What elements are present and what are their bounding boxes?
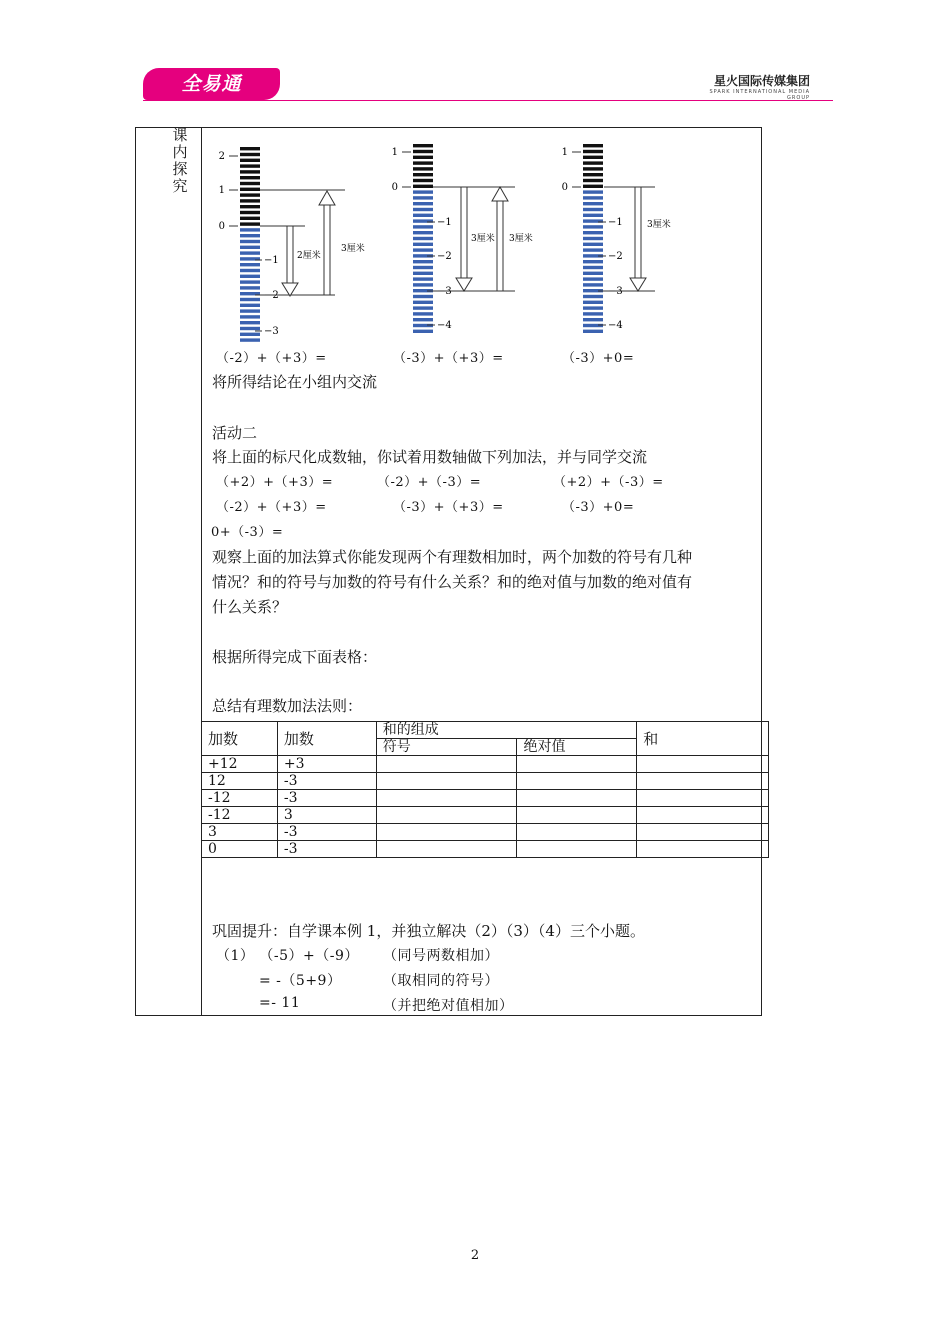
ruler-segment [240, 246, 260, 249]
activity2-instruction: 将上面的标尺化成数轴，你试着用数轴做下列加法，并与同学交流 [212, 448, 648, 466]
ruler-1 [219, 147, 365, 342]
ruler-segment [583, 266, 603, 269]
ruler-segment [413, 301, 433, 304]
section-label-char: 究 [172, 177, 188, 195]
ruler-segment [413, 277, 433, 280]
cell-sum-blank[interactable] [637, 756, 769, 773]
ruler-segment [240, 309, 260, 312]
cell-sum-blank[interactable] [637, 790, 769, 807]
cell-addend-2: +3 [277, 756, 376, 773]
ruler-segment [583, 196, 603, 199]
header-absolute-value: 绝对值 [517, 739, 637, 756]
addition-rule-table [201, 721, 769, 858]
ruler-segment [240, 333, 260, 336]
ruler-segment [583, 144, 603, 147]
ruler-segment [413, 231, 433, 234]
cell-addend-1: +12 [202, 756, 278, 773]
ruler-1-tick-label: −1 [264, 255, 279, 266]
ruler-segment [413, 214, 433, 217]
cell-sign-blank[interactable] [376, 841, 517, 858]
cell-addend-2: -3 [277, 824, 376, 841]
ruler-segment [413, 144, 433, 147]
ruler-segment [413, 272, 433, 275]
table-row [202, 773, 769, 790]
ruler-3-segments [583, 144, 603, 333]
table-header-row [202, 722, 769, 739]
ruler-segment [413, 243, 433, 246]
frame-column-divider [201, 127, 202, 1016]
ruler-equation-1: （-2）+（+3）= [216, 351, 327, 366]
ruler-2-tick-label: −4 [437, 320, 452, 331]
activity2-equation: （+2）+（+3）= [216, 475, 334, 490]
ruler-segment [240, 269, 260, 272]
section-label-char: 内 [172, 143, 188, 161]
ruler-segment [583, 161, 603, 164]
ruler-segment [240, 176, 260, 179]
activity2-equation: 0+（-3）= [211, 525, 284, 540]
ruler-segment [413, 196, 433, 199]
activity2-question-line: 什么关系？ [212, 598, 288, 616]
activity2-equation: （-2）+（-3）= [377, 475, 482, 490]
activity2-question-line: 观察上面的加法算式你能发现两个有理数相加时，两个加数的符号有几种 [212, 548, 693, 566]
ruler-segment [240, 193, 260, 196]
arrow-down-icon [456, 187, 472, 291]
cell-sign-blank[interactable] [376, 824, 517, 841]
ruler-segment [583, 208, 603, 211]
activity2-equation: （-3）+0= [562, 500, 635, 515]
cell-addend-2: -3 [277, 773, 376, 790]
ruler-segment [240, 228, 260, 231]
ruler-segment [413, 190, 433, 193]
arrow-up-icon [319, 191, 335, 295]
cell-addend-1: 0 [202, 841, 278, 858]
cell-sign-blank[interactable] [376, 773, 517, 790]
ruler-segment [583, 318, 603, 321]
ruler-1-arrow-label: 2厘米 [297, 251, 321, 261]
ruler-segment [413, 167, 433, 170]
ruler-segment [240, 280, 260, 283]
ruler-2-tick-label: −1 [437, 217, 452, 228]
ruler-segment [240, 164, 260, 167]
header-sum: 和 [637, 722, 769, 756]
ruler-2-arrow-label: 3厘米 [509, 234, 533, 244]
ruler-1-segments [240, 147, 260, 342]
ruler-segment [240, 153, 260, 156]
ruler-3-tick-label: −4 [608, 320, 623, 331]
ruler-segment [240, 240, 260, 243]
ruler-segment [240, 211, 260, 214]
header-sum-composition: 和的组成 [376, 722, 636, 739]
table-row [202, 841, 769, 858]
ruler-1-tick-label: −2 [264, 290, 279, 301]
ruler-segment [240, 159, 260, 162]
ruler-segment [583, 283, 603, 286]
arrow-down-icon [630, 187, 646, 291]
ruler-segment [240, 298, 260, 301]
ruler-segment [583, 277, 603, 280]
ruler-segment [413, 312, 433, 315]
ruler-segment [583, 202, 603, 205]
ruler-segment [413, 173, 433, 176]
ruler-segment [240, 327, 260, 330]
cell-abs-blank[interactable] [517, 790, 637, 807]
company-name-en: SPARK INTERNATIONAL MEDIA GROUP [709, 89, 810, 101]
ruler-3-arrow-label: 3厘米 [647, 220, 671, 230]
section-label [170, 127, 190, 195]
worked-example-note: （同号两数相加） [383, 948, 499, 964]
ruler-3-tick-label: −3 [608, 286, 623, 297]
ruler-3-tick-label: 1 [561, 147, 568, 158]
ruler-1-tick-label: 1 [218, 185, 225, 196]
ruler-segment [413, 295, 433, 298]
ruler-2-tick-label: 1 [391, 147, 398, 158]
ruler-segment [583, 260, 603, 263]
worked-example-note: （并把绝对值相加） [383, 998, 514, 1014]
consolidate-intro: 巩固提升：自学课本例 1，并独立解决（2）（3）（4）三个小题。 [212, 922, 645, 940]
activity2-title: 活动二 [212, 424, 258, 442]
ruler-segment [413, 266, 433, 269]
ruler-3-tick-label: −1 [608, 217, 623, 228]
ruler-segment [240, 234, 260, 237]
ruler-segment [583, 214, 603, 217]
cell-abs-blank[interactable] [517, 841, 637, 858]
ruler-equation-2: （-3）+（+3）= [393, 351, 504, 366]
cell-addend-1: -12 [202, 790, 278, 807]
activity2-equation: （+2）+（-3）= [553, 475, 664, 490]
ruler-segment [583, 231, 603, 234]
table-row [202, 824, 769, 841]
ruler-2-segments [413, 144, 433, 333]
worked-example-expr: =- 11 [259, 995, 301, 1011]
ruler-segment [240, 338, 260, 341]
ruler-segment [583, 312, 603, 315]
ruler-segment [240, 275, 260, 278]
page-number: 2 [470, 1248, 480, 1263]
ruler-1-tick-label: −3 [264, 326, 279, 337]
ruler-segment [413, 208, 433, 211]
ruler-segment [583, 301, 603, 304]
activity2-equation: （-2）+（+3）= [216, 500, 327, 515]
ruler-segment [583, 156, 603, 159]
ruler-segment [240, 205, 260, 208]
ruler-segment [583, 237, 603, 240]
ruler-segment [240, 321, 260, 324]
ruler-segment [413, 202, 433, 205]
ruler-segment [583, 295, 603, 298]
ruler-2-tick-label: −3 [437, 286, 452, 297]
ruler-3 [562, 144, 671, 333]
ruler-segment [413, 156, 433, 159]
rule-summary: 总结有理数加法法则： [212, 697, 363, 715]
table-row [202, 790, 769, 807]
ruler-segment [583, 330, 603, 333]
ruler-segment [413, 260, 433, 263]
cell-abs-blank[interactable] [517, 756, 637, 773]
ruler-segment [413, 330, 433, 333]
ruler-segment [240, 182, 260, 185]
ruler-3-tick-label: −2 [608, 251, 623, 262]
ruler-segment [413, 283, 433, 286]
cell-sign-blank[interactable] [376, 756, 517, 773]
section-label-char: 探 [172, 160, 188, 178]
ruler-1-arrow-label: 3厘米 [341, 244, 365, 254]
ruler-segment [583, 272, 603, 275]
cell-sum-blank[interactable] [637, 841, 769, 858]
ruler-segment [583, 248, 603, 251]
table-row [202, 807, 769, 824]
ruler-segment [240, 188, 260, 191]
header-addend-1: 加数 [202, 722, 278, 756]
company-name-cn: 星火国际传媒集团 [713, 74, 810, 88]
header-divider [143, 100, 833, 101]
ruler-segment [583, 179, 603, 182]
ruler-diagrams [205, 135, 685, 345]
cell-sign-blank[interactable] [376, 807, 517, 824]
ruler-segment [413, 179, 433, 182]
header-addend-2: 加数 [277, 722, 376, 756]
ruler-segment [413, 225, 433, 228]
ruler-2 [392, 144, 533, 333]
cell-sum-blank[interactable] [637, 824, 769, 841]
ruler-segment [413, 161, 433, 164]
ruler-segment [583, 167, 603, 170]
ruler-2-tick-label: −2 [437, 251, 452, 262]
worked-example-note: （取相同的符号） [383, 973, 499, 989]
cell-abs-blank[interactable] [517, 807, 637, 824]
ruler-segment [413, 237, 433, 240]
ruler-segment [240, 170, 260, 173]
ruler-segment [240, 222, 260, 225]
cell-addend-1: 3 [202, 824, 278, 841]
activity2-question-line: 情况？和的符号与加数的符号有什么关系？和的绝对值与加数的绝对值有 [212, 573, 693, 591]
cell-sign-blank[interactable] [376, 790, 517, 807]
section-label-char: 课 [172, 126, 188, 144]
table-prompt: 根据所得完成下面表格： [212, 648, 378, 666]
ruler-segment [583, 225, 603, 228]
table-row [202, 756, 769, 773]
cell-addend-2: -3 [277, 841, 376, 858]
ruler-segment [240, 251, 260, 254]
cell-sum-blank[interactable] [637, 773, 769, 790]
cell-addend-1: -12 [202, 807, 278, 824]
ruler-2-arrow-label: 3厘米 [471, 234, 495, 244]
ruler-2-tick-label: 0 [391, 182, 398, 193]
ruler-segment [583, 185, 603, 188]
brand-logo: 全易通 [143, 68, 280, 100]
cell-abs-blank[interactable] [517, 773, 637, 790]
ruler-segment [240, 199, 260, 202]
cell-addend-1: 12 [202, 773, 278, 790]
ruler-1-tick-label: 0 [218, 221, 225, 232]
ruler-segment [240, 315, 260, 318]
ruler-segment [240, 217, 260, 220]
ruler-segment [413, 248, 433, 251]
ruler-segment [583, 150, 603, 153]
company-name [700, 72, 810, 101]
worked-example-expr: （1） （-5）+（-9） [216, 948, 359, 964]
activity2-equation: （-3）+（+3）= [393, 500, 504, 515]
ruler-segment [583, 243, 603, 246]
ruler-equation-3: （-3）+0= [562, 351, 635, 366]
ruler-segment [413, 150, 433, 153]
ruler-segment [240, 263, 260, 266]
ruler-1-tick-label: 2 [218, 151, 225, 162]
cell-addend-2: -3 [277, 790, 376, 807]
ruler-segment [240, 286, 260, 289]
cell-sum-blank[interactable] [637, 807, 769, 824]
arrow-down-icon [282, 226, 298, 296]
ruler-segment [583, 306, 603, 309]
worked-example-expr: = -（5+9） [259, 973, 342, 989]
cell-abs-blank[interactable] [517, 824, 637, 841]
ruler-segment [240, 304, 260, 307]
ruler-segment [413, 318, 433, 321]
ruler-3-tick-label: 0 [561, 182, 568, 193]
ruler-segment [583, 190, 603, 193]
exchange-text: 将所得结论在小组内交流 [212, 373, 378, 391]
ruler-segment [240, 147, 260, 150]
cell-addend-2: 3 [277, 807, 376, 824]
ruler-segment [583, 173, 603, 176]
header-sign: 符号 [376, 739, 517, 756]
ruler-segment [413, 185, 433, 188]
ruler-segment [413, 306, 433, 309]
